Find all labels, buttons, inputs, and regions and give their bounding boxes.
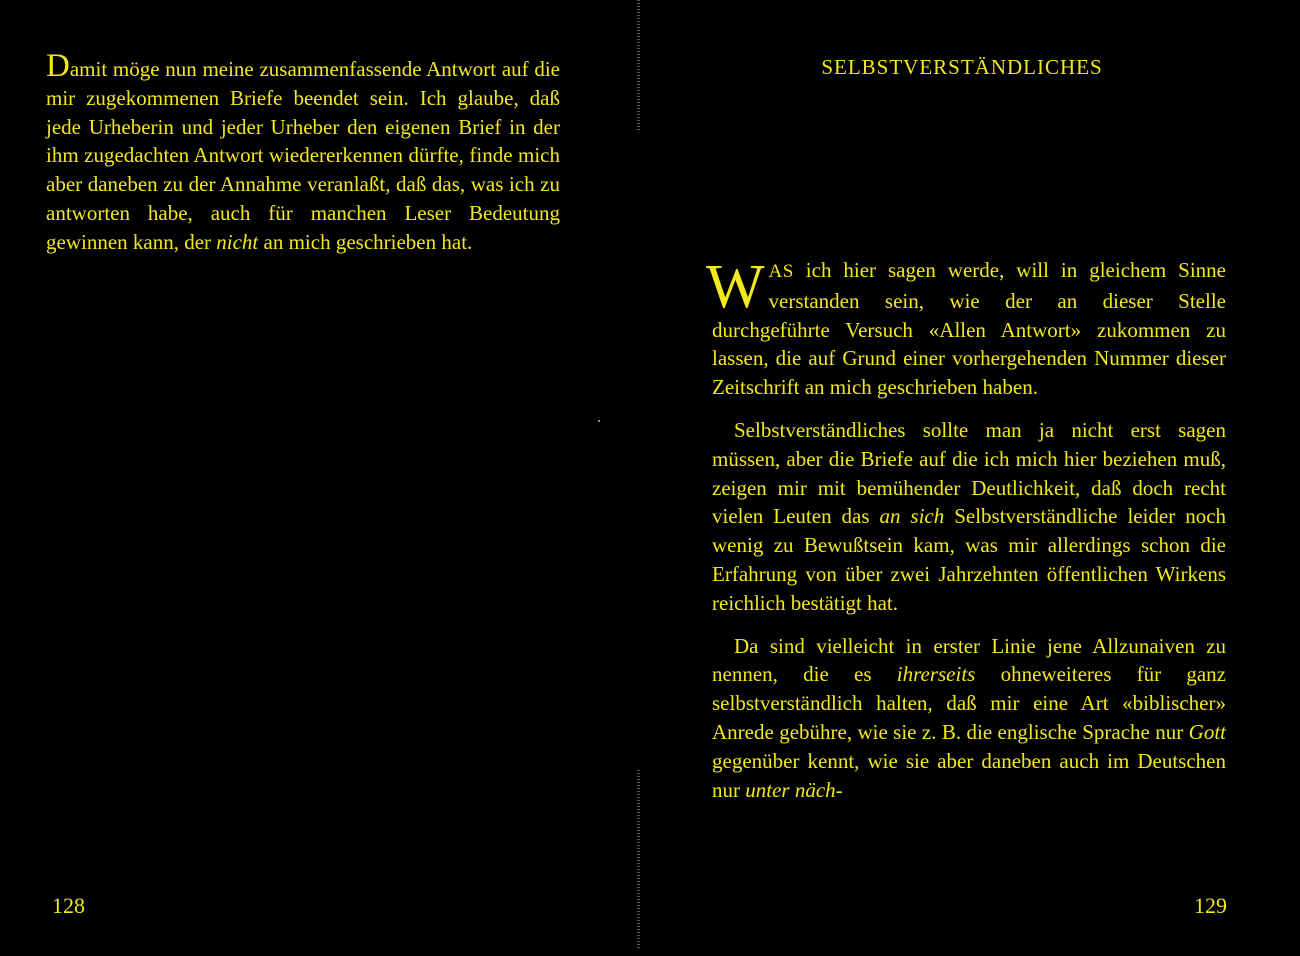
paragraph-3-emphasis-3: unter näch- [745, 777, 843, 802]
paragraph-1 [706, 253, 1226, 402]
paragraph-2-emphasis: an sich [879, 504, 945, 529]
paragraph-3-start: Da sind vielleicht in erster Linie jene Allzunaiven zu nennen, die es [712, 633, 1226, 687]
paragraph-1-text: ich hier sagen werde, will in gleichem Sinne verstanden sein, wie der an dieser Stelle durchgeführte Versuch «Allen Antwort» zukommen zu lassen, die auf Grund einer vorhergehenden Nummer dieser Zeitschrift an mich geschrieben haben. [712, 258, 1226, 400]
initial-rest: AS [768, 261, 794, 282]
paragraph-3-middle: ohneweiteres für ganz selbstverständlich halten, daß mir eine Art «biblischer» Anrede gebühre, wie sie z. B. die englische Sprache nur [712, 662, 1226, 744]
left-text-end: an mich geschrieben hat. [258, 229, 473, 254]
paragraph-2-end: Selbstverständliche leider noch wenig zu Bewußtsein kam, was mir allerdings schon die Erfahrung von über zwei Jahrzehnten öffentlichen Wirkens reichlich bestätigt hat. [712, 504, 1227, 615]
chapter-title: SELBSTVERSTÄNDLICHES [821, 55, 1103, 79]
left-text-emphasis: nicht [216, 229, 259, 254]
scan-speck [598, 420, 600, 422]
left-text-main: amit möge nun meine zusammenfassende Antwort auf die mir zugekommenen Briefe beendet sein. Ich glaube, daß jede Urheberin und jeder Urheber den eigenen Brief in der ihm zugedachten Antwort wiedererkennen dürfte, finde mich aber daneben zu der Annahme veranlaßt, daß das, was ich zu antworten habe, auch für manchen Leser Bedeutung gewinnen kann, der [46, 57, 560, 254]
right-page-body [706, 253, 1227, 804]
gutter-shadow-bottom [637, 770, 640, 950]
gutter-shadow-top [637, 0, 640, 130]
book-gutter [632, 0, 646, 956]
paragraph-3 [712, 632, 1226, 805]
paragraph-2 [712, 416, 1226, 618]
left-page [0, 0, 640, 956]
right-page [650, 0, 1300, 956]
page-number-left: 128 [52, 893, 85, 918]
paragraph-3-emphasis-1: ihrerseits [896, 662, 976, 687]
paragraph-3-emphasis-2: Gott [1188, 719, 1226, 744]
paragraph-3-continued: gegenüber kennt, wie sie aber daneben auch im Deutschen nur [712, 748, 1226, 802]
paragraph-2-start: Selbstverständliches sollte man ja nicht erst sagen müssen, aber die Briefe auf die ich mich hier beziehen muß, zeigen mir mit bemühender Deutlichkeit, daß doch recht vielen Leuten das [712, 417, 1226, 529]
page-number-right: 129 [1194, 893, 1227, 918]
initial-w: W [706, 253, 765, 321]
drop-cap-d: D [46, 48, 70, 84]
left-page-paragraph [46, 48, 560, 257]
